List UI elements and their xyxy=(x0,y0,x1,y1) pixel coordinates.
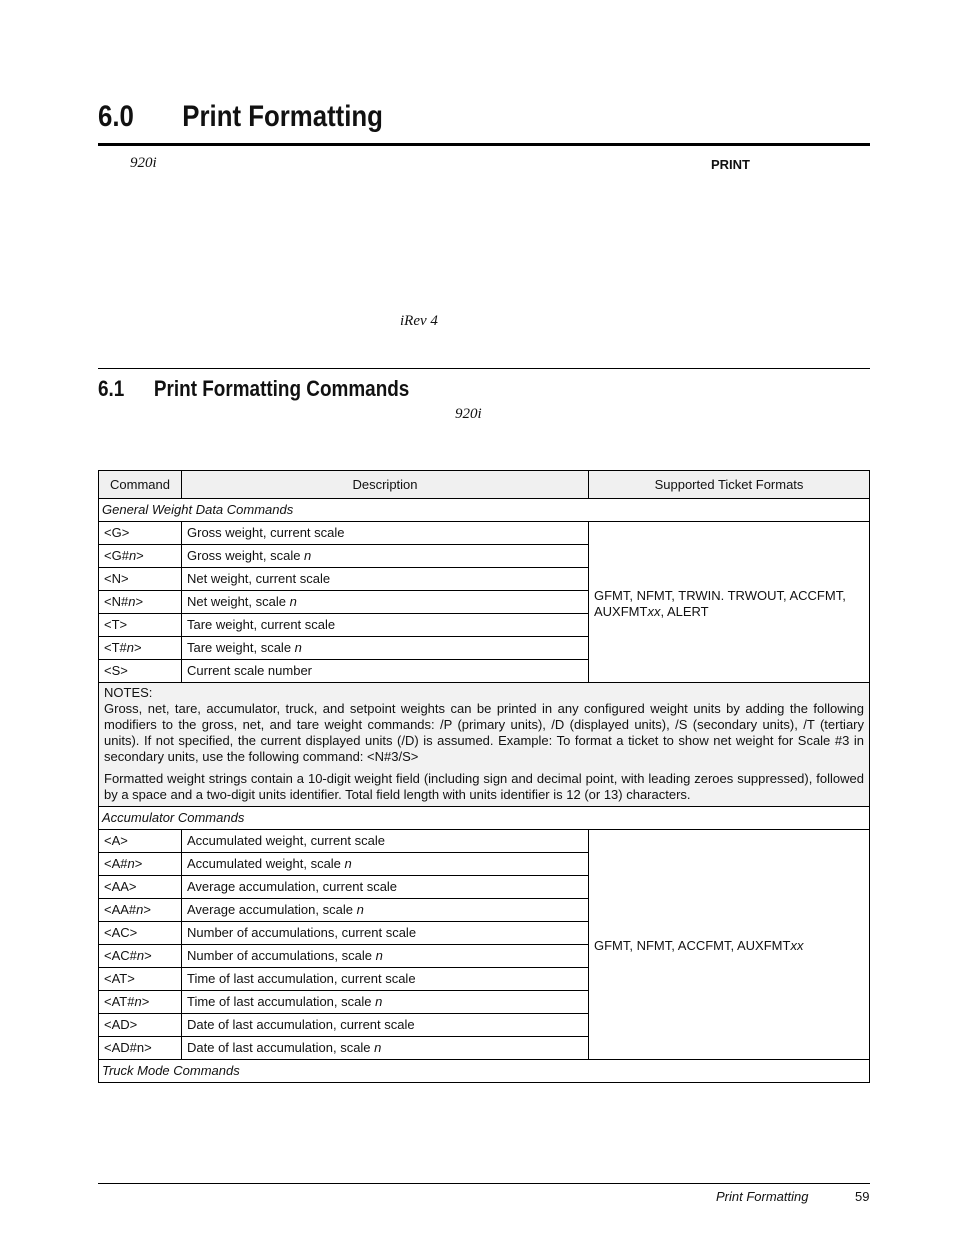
chapter-heading xyxy=(98,100,383,134)
footer-title: Print Formatting xyxy=(716,1189,809,1204)
description-cell: Accumulated weight, scale n xyxy=(182,853,589,876)
description-cell: Date of last accumulation, current scale xyxy=(182,1014,589,1037)
table-header-row xyxy=(99,471,870,499)
section-row-truck: Truck Mode Commands xyxy=(99,1060,870,1083)
command-cell: <S> xyxy=(99,660,182,683)
description-cell: Average accumulation, current scale xyxy=(182,876,589,899)
section-model-text: 920i xyxy=(455,406,482,422)
section-row-general: General Weight Data Commands xyxy=(99,499,870,522)
command-cell: <G> xyxy=(99,522,182,545)
page-number: 59 xyxy=(855,1189,870,1204)
description-cell: Time of last accumulation, current scale xyxy=(182,968,589,991)
command-cell: <G#n> xyxy=(99,545,182,568)
command-cell: <T#n> xyxy=(99,637,182,660)
description-cell: Number of accumulations, scale n xyxy=(182,945,589,968)
command-cell: <A> xyxy=(99,830,182,853)
chapter-rule xyxy=(98,143,870,146)
chapter-number: 6.0 xyxy=(98,100,134,133)
notes-paragraph-units: Gross, net, tare, accumulator, truck, and setpoint weights can be printed in any configured weight units by adding the following modifiers to the gross, net, and tare weight commands: /P (primary units), /D (displayed units), /S (secondary units), /T (tertiary units). If not specified, the current displayed units (/D) is assumed. Example: To format a ticket to show net weight for Scale #3 in secondary units, use the following command: <N#3/S> xyxy=(104,701,864,764)
description-cell: Current scale number xyxy=(182,660,589,683)
formats-cell-accumulator: GFMT, NFMT, ACCFMT, AUXFMTxx xyxy=(589,830,870,1060)
notes-paragraph-format: Formatted weight strings contain a 10-digit weight field (including sign and decimal point, with leading zeroes suppressed), followed by a space and a two-digit units identifier. Total field length with units identifier is 12 (or 13) characters. xyxy=(104,771,864,802)
command-cell: <AD#n> xyxy=(99,1037,182,1060)
header-command: Command xyxy=(99,471,182,499)
description-cell: Date of last accumulation, scale n xyxy=(182,1037,589,1060)
command-cell: <AA> xyxy=(99,876,182,899)
formats-cell-general: GFMT, NFMT, TRWIN. TRWOUT, ACCFMT, AUXFMTxx, ALERT xyxy=(589,522,870,683)
command-cell: <AC> xyxy=(99,922,182,945)
command-cell: <N> xyxy=(99,568,182,591)
chapter-title: Print Formatting xyxy=(182,100,383,133)
command-cell: <AC#n> xyxy=(99,945,182,968)
section-title: Print Formatting Commands xyxy=(153,376,410,401)
command-cell: <AD> xyxy=(99,1014,182,1037)
description-cell: Gross weight, scale n xyxy=(182,545,589,568)
description-cell: Average accumulation, scale n xyxy=(182,899,589,922)
notes-cell xyxy=(99,683,870,807)
footer-rule xyxy=(98,1183,870,1184)
description-cell: Gross weight, current scale xyxy=(182,522,589,545)
command-cell: <AA#n> xyxy=(99,899,182,922)
description-cell: Accumulated weight, current scale xyxy=(182,830,589,853)
command-cell: <T> xyxy=(99,614,182,637)
description-cell: Number of accumulations, current scale xyxy=(182,922,589,945)
command-cell: <N#n> xyxy=(99,591,182,614)
section-rule xyxy=(98,368,870,369)
section-number: 6.1 xyxy=(98,376,125,401)
intro-model-text: 920i xyxy=(130,155,157,171)
intro-software-text: iRev 4 xyxy=(400,313,438,329)
header-description: Description xyxy=(182,471,589,499)
table-row xyxy=(99,522,870,545)
notes-label: NOTES: xyxy=(104,685,153,700)
description-cell: Time of last accumulation, scale n xyxy=(182,991,589,1014)
table-row xyxy=(99,830,870,853)
description-cell: Tare weight, current scale xyxy=(182,614,589,637)
command-cell: <AT#n> xyxy=(99,991,182,1014)
intro-print-key-text: PRINT xyxy=(711,157,750,172)
description-cell: Net weight, current scale xyxy=(182,568,589,591)
print-commands-table xyxy=(98,470,870,1083)
description-cell: Net weight, scale n xyxy=(182,591,589,614)
command-cell: <AT> xyxy=(99,968,182,991)
header-formats: Supported Ticket Formats xyxy=(589,471,870,499)
section-row-accumulator: Accumulator Commands xyxy=(99,807,870,830)
description-cell: Tare weight, scale n xyxy=(182,637,589,660)
command-cell: <A#n> xyxy=(99,853,182,876)
section-heading xyxy=(98,376,409,402)
